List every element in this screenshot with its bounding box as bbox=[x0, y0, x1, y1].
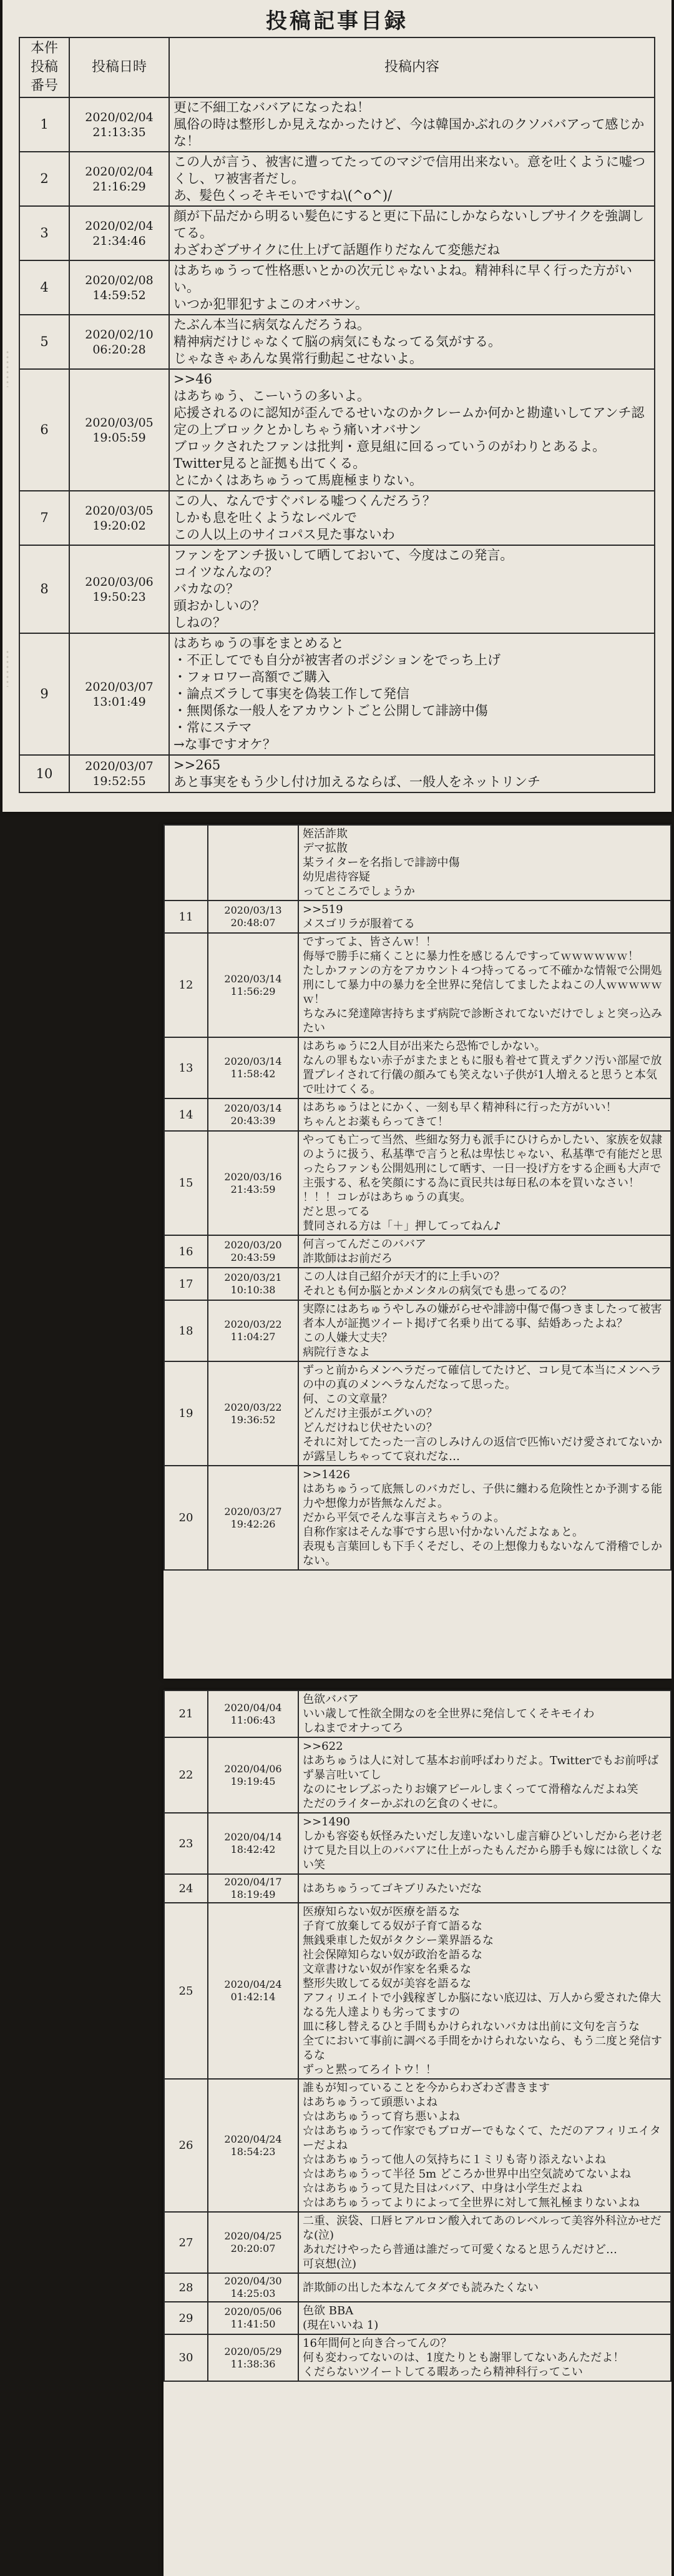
row-content: この人は自己紹介が天才的に上手いの？ それとも何か脳とかメンタルの病気でも患ってるの？ bbox=[298, 1268, 671, 1300]
row-number: 21 bbox=[164, 1690, 208, 1737]
row-content: 誰もが知っていることを今からわざわざ書きます はあちゅうって頭悪いよね ☆はあちゅうって育ち悪いよね ☆はあちゅうって作家でもブロガーでもなくて、ただのアフィリエイターだよね ☆はあちゅうって他人の気持ちに１ミリも寄り添えないよね ☆はあちゅうって半径 5m どころか世界中出空気読めてないよね ☆はあちゅうって見た目はババア、中身は小学生だよね ☆はあちゅうってよりによって全世界に対して無礼極まりないよね bbox=[298, 2079, 671, 2212]
row-number: 28 bbox=[164, 2273, 208, 2302]
row-datetime: 2020/03/22 11:04:27 bbox=[208, 1300, 298, 1361]
header-datetime: 投稿日時 bbox=[69, 37, 169, 97]
document-page-2 bbox=[164, 824, 672, 1679]
row-datetime: 2020/03/16 21:43:59 bbox=[208, 1131, 298, 1235]
table-row-continuation bbox=[164, 825, 671, 901]
table-row bbox=[164, 1300, 671, 1361]
table-row bbox=[19, 315, 655, 369]
row-content: この人、なんですぐバレる嘘つくんだろう？ しかも息を吐くようなレベルで この人以上のサイコパス見た事ないわ bbox=[169, 491, 655, 545]
row-datetime: 2020/03/27 19:42:26 bbox=[208, 1466, 298, 1570]
document-page-3 bbox=[164, 1690, 672, 2576]
table-row bbox=[164, 1235, 671, 1268]
row-content: 色欲ババア いい歳して性欲全開なのを全世界に発信してくそキモイわ しねまでオナってろ bbox=[298, 1690, 671, 1737]
row-content: 何言ってんだこのババア 詐欺師はお前だろ bbox=[298, 1235, 671, 1268]
table-row bbox=[164, 2302, 671, 2334]
row-number: 23 bbox=[164, 1813, 208, 1874]
table-row bbox=[19, 152, 655, 206]
row-number: 22 bbox=[164, 1737, 208, 1813]
table-row bbox=[164, 1903, 671, 2079]
row-number bbox=[164, 825, 208, 901]
row-number: 8 bbox=[19, 545, 69, 633]
row-number: 19 bbox=[164, 1361, 208, 1466]
table-row bbox=[164, 1466, 671, 1570]
row-content: 顔が下品だから明るい髪色にすると更に下品にしかならないしブサイクを強調してる。 わざわざブサイクに仕上げて話題作りだなんて変態だね bbox=[169, 206, 655, 260]
table-row bbox=[19, 97, 655, 152]
table-row bbox=[164, 1690, 671, 1737]
table-row bbox=[19, 545, 655, 633]
row-datetime: 2020/04/04 11:06:43 bbox=[208, 1690, 298, 1737]
row-datetime: 2020/05/06 11:41:50 bbox=[208, 2302, 298, 2334]
table-row bbox=[164, 2273, 671, 2302]
row-datetime: 2020/03/13 20:48:07 bbox=[208, 901, 298, 933]
table-row bbox=[19, 206, 655, 260]
row-datetime: 2020/05/29 11:38:36 bbox=[208, 2334, 298, 2381]
row-number: 11 bbox=[164, 901, 208, 933]
row-datetime: 2020/02/04 21:13:35 bbox=[69, 97, 169, 152]
row-number: 7 bbox=[19, 491, 69, 545]
row-content: はあちゅうに2人目が出来たら恐怖でしかない。 なんの罪もない赤子がまたまともに服も着せて貰えずクソ汚い部屋で放置プレイされて行儀の顔みても笑えない子供が1人増えると思うと本気で吐けてくる。 bbox=[298, 1037, 671, 1098]
row-content: 医療知らない奴が医療を語るな 子育て放棄してる奴が子育て語るな 無銭乗車した奴がタクシー業界語るな 社会保障知らない奴が政治を語るな 文章書けない奴が作家を名乗るな 整形失敗してる奴が美容を語るな アフィリエイトで小銭稼ぎしか脳にない底辺は、万人から愛された偉大なる先人達よりも劣ってますの 皿に移し替えるひと手間もかけられないバカは出前に文句を言うな 全てにおいて事前に調べる手間をかけられないなら、もう二度と発信するな ずっと黙ってろイトウ！！ bbox=[298, 1903, 671, 2079]
row-datetime: 2020/03/21 10:10:38 bbox=[208, 1268, 298, 1300]
document-page-1 bbox=[2, 0, 672, 812]
header-number: 本件 投稿 番号 bbox=[19, 37, 69, 97]
row-number: 3 bbox=[19, 206, 69, 260]
binder-dots bbox=[5, 350, 11, 387]
table-row bbox=[164, 1131, 671, 1235]
row-content: 二重、涙袋、口唇ヒアルロン酸入れてあのレベルって美容外科泣かせだな(泣) あれだけやったら普通は誰だって可愛くなると思うんだけど… 可哀想(泣) bbox=[298, 2212, 671, 2273]
table-row bbox=[164, 1037, 671, 1098]
row-number: 2 bbox=[19, 152, 69, 206]
row-content: ずっと前からメンヘラだって確信してたけど、コレ見て本当にメンヘラの中の真のメンヘラなんだなって思った。 何、この文章量？ どんだけ主張がエグいの？ どんだけねじ伏せたいの？ それに対してたった一言のしみけんの返信で匹怖いだけ愛されてないかが露呈しちゃってて哀れだな… bbox=[298, 1361, 671, 1466]
row-number: 10 bbox=[19, 755, 69, 792]
row-number: 12 bbox=[164, 933, 208, 1037]
table-row bbox=[19, 260, 655, 315]
row-content: やっても亡って当然、些細な努力も派手にひけらかしたい、家族を奴隷のように扱う、私基準で言うと私は卑怯じゃない、私基準で有能だと思ったらファンも公開処刑にして晒す、一日一投げ方をする企画も大声で主張する、私を笑顔にする為に貢民共は毎日私の本を買いなさい！ ！！！コレがはあちゅうの真実。 だと思ってる 賛同される方は「＋」押してってねん♪ bbox=[298, 1131, 671, 1235]
table-row bbox=[164, 1813, 671, 1874]
row-content: >>46 はあちゅう、こーいうの多いよ。 応援されるのに認知が歪んでるせいなのかクレームか何かと勘違いしてアンチ認定の上ブロックとかしちゃう痛いオバサン ブロックされたファンは批判・意見組に回るっていうのがわりとあるよ。 Twitter見ると証拠も出てくる。 とにかくはあちゅうって馬鹿極まりない。 bbox=[169, 369, 655, 491]
table-row bbox=[164, 1361, 671, 1466]
row-number: 30 bbox=[164, 2334, 208, 2381]
row-content: はあちゅうってゴキブリみたいだな bbox=[298, 1874, 671, 1903]
row-content: はあちゅうの事をまとめると ・不正してでも自分が被害者のポジションをでっち上げ ・フォロワー高額でご購入 ・論点ズラして事実を偽装工作して発信 ・無関係な一般人をアカウントごと公開して誹謗中傷 ・常にステマ →な事ですオケ？ bbox=[169, 633, 655, 755]
row-datetime: 2020/03/20 20:43:59 bbox=[208, 1235, 298, 1268]
row-content: 色欲 BBA (現在いいね 1) bbox=[298, 2302, 671, 2334]
row-datetime: 2020/02/08 14:59:52 bbox=[69, 260, 169, 315]
row-number: 25 bbox=[164, 1903, 208, 2079]
table-header-row bbox=[19, 37, 655, 97]
table-row bbox=[164, 1874, 671, 1903]
row-number: 24 bbox=[164, 1874, 208, 1903]
table-row bbox=[164, 1268, 671, 1300]
row-number: 27 bbox=[164, 2212, 208, 2273]
table-row bbox=[164, 933, 671, 1037]
row-datetime: 2020/02/04 21:16:29 bbox=[69, 152, 169, 206]
row-content: >>1490 しかも容姿も妖怪みたいだし友達いないし虚言癖ひどいしだから老け老けて見た目以上のババアに仕上がったもんだから勝手も嫁には欲しくない笑 bbox=[298, 1813, 671, 1874]
row-datetime: 2020/03/05 19:05:59 bbox=[69, 369, 169, 491]
binder-dots bbox=[5, 649, 11, 687]
row-datetime: 2020/04/17 18:19:49 bbox=[208, 1874, 298, 1903]
header-content: 投稿内容 bbox=[169, 37, 655, 97]
row-datetime: 2020/04/06 19:19:45 bbox=[208, 1737, 298, 1813]
row-datetime: 2020/04/14 18:42:42 bbox=[208, 1813, 298, 1874]
row-number: 17 bbox=[164, 1268, 208, 1300]
row-datetime: 2020/03/07 19:52:55 bbox=[69, 755, 169, 792]
row-number: 26 bbox=[164, 2079, 208, 2212]
row-number: 9 bbox=[19, 633, 69, 755]
post-table bbox=[19, 37, 655, 793]
table-row bbox=[19, 369, 655, 491]
table-row bbox=[164, 2079, 671, 2212]
row-number: 14 bbox=[164, 1098, 208, 1131]
row-number: 16 bbox=[164, 1235, 208, 1268]
row-content: >>265 あと事実をもう少し付け加えるならば、一般人をネットリンチ bbox=[169, 755, 655, 792]
row-number: 29 bbox=[164, 2302, 208, 2334]
row-datetime: 2020/02/04 21:34:46 bbox=[69, 206, 169, 260]
row-number: 4 bbox=[19, 260, 69, 315]
row-content: はあちゅうって性格悪いとかの次元じゃないよね。精神科に早く行った方がいい。 いつか犯罪犯すよこのオバサン。 bbox=[169, 260, 655, 315]
row-content: この人が言う、被害に遭ってたってのマジで信用出来ない。意を吐くように嘘つくし、ワ被害者だし。 あ、髪色くっそキモいですね\(^o^)/ bbox=[169, 152, 655, 206]
table-row bbox=[19, 633, 655, 755]
row-datetime: 2020/04/25 20:20:07 bbox=[208, 2212, 298, 2273]
row-datetime: 2020/02/10 06:20:28 bbox=[69, 315, 169, 369]
row-content: >>519 メスゴリラが服着てる bbox=[298, 901, 671, 933]
row-content: ですってよ、皆さんｗ！！ 侮辱で勝手に痛くことに暴力性を感じるんですってｗｗｗｗｗｗ！ たしかファンの方をアカウント４つ持ってるって不確かな情報で公開処刑にして暴力中の暴力を全世界に発信してましたよねこの人ｗｗｗｗｗｗ！ ちなみに発達障害持ちまず病院で診断されてないだけでしょと突っ込みたい bbox=[298, 933, 671, 1037]
row-datetime: 2020/03/14 20:43:39 bbox=[208, 1098, 298, 1131]
row-datetime bbox=[208, 825, 298, 901]
row-datetime: 2020/03/06 19:50:23 bbox=[69, 545, 169, 633]
row-number: 6 bbox=[19, 369, 69, 491]
row-number: 18 bbox=[164, 1300, 208, 1361]
table-row bbox=[164, 2212, 671, 2273]
row-datetime: 2020/04/30 14:25:03 bbox=[208, 2273, 298, 2302]
row-datetime: 2020/04/24 18:54:23 bbox=[208, 2079, 298, 2212]
row-number: 15 bbox=[164, 1131, 208, 1235]
row-content: >>622 はあちゅうは人に対して基本お前呼ばわりだよ。Twitterでもお前呼ばず暴言吐いてし なのにセレブぶったりお嬢アピールしまくってて滑稽なんだよね笑 ただのライターかぶれの乞食のくせに。 bbox=[298, 1737, 671, 1813]
row-datetime: 2020/04/24 01:42:14 bbox=[208, 1903, 298, 2079]
table-row bbox=[164, 901, 671, 933]
table-row bbox=[164, 2334, 671, 2381]
post-table bbox=[164, 1690, 672, 2382]
page-title: 投稿記事目録 bbox=[266, 9, 408, 34]
table-row bbox=[164, 1737, 671, 1813]
row-datetime: 2020/03/05 19:20:02 bbox=[69, 491, 169, 545]
row-content: 更に不細工なババアになったね！ 風俗の時は整形しか見えなかったけど、今は韓国かぶれのクソババアって感じかな！ bbox=[169, 97, 655, 152]
row-content: 姪活詐欺 デマ拡散 某ライターを名指しで誹謗中傷 幼児虐待容疑 ってところでしょうか bbox=[298, 825, 671, 901]
row-content: >>1426 はあちゅうって底無しのバカだし、子供に纏わる危険性とか予測する能力や想像力が皆無なんだよ。 だから平気でそんな事言えちゃうのよ。 自称作家はそんな事ですら思い付かないんだよなぁと。 表現も言葉回しも下手くそだし、その上想像力もないなんて滑稽でしかない。 bbox=[298, 1466, 671, 1570]
row-number: 1 bbox=[19, 97, 69, 152]
row-content: 実際にはあちゅうやしみの嫌がらせや誹謗中傷で傷つきましたって被害者本人が証拠ツイート掲げて名乗り出てる事、結婚あったよね？ この人嫌大丈夫？ 病院行きなよ bbox=[298, 1300, 671, 1361]
row-number: 13 bbox=[164, 1037, 208, 1098]
row-number: 20 bbox=[164, 1466, 208, 1570]
row-content: はあちゅうはとにかく、一刻も早く精神科に行った方がいい！ ちゃんとお薬もらってきて！ bbox=[298, 1098, 671, 1131]
row-content: 詐欺師の出した本なんてタダでも読みたくない bbox=[298, 2273, 671, 2302]
post-table bbox=[164, 824, 672, 1571]
row-datetime: 2020/03/14 11:56:29 bbox=[208, 933, 298, 1037]
table-row bbox=[164, 1098, 671, 1131]
row-datetime: 2020/03/22 19:36:52 bbox=[208, 1361, 298, 1466]
row-content: 16年間何と向き合ってんの？ 何も変わってないのは、1度たりとも謝罪してないあんただよ！ くだらないツイートしてる暇あったら精神科行ってこい bbox=[298, 2334, 671, 2381]
row-content: たぶん本当に病気なんだろうね。 精神病だけじゃなくて脳の病気にもなってる気がする。 じゃなきゃあんな異常行動起こせないよ。 bbox=[169, 315, 655, 369]
row-number: 5 bbox=[19, 315, 69, 369]
row-datetime: 2020/03/14 11:58:42 bbox=[208, 1037, 298, 1098]
table-row bbox=[19, 491, 655, 545]
table-row bbox=[19, 755, 655, 792]
row-content: ファンをアンチ扱いして晒しておいて、今度はこの発言。 コイツなんなの？ バカなの？ 頭おかしいの？ しねの？ bbox=[169, 545, 655, 633]
row-datetime: 2020/03/07 13:01:49 bbox=[69, 633, 169, 755]
